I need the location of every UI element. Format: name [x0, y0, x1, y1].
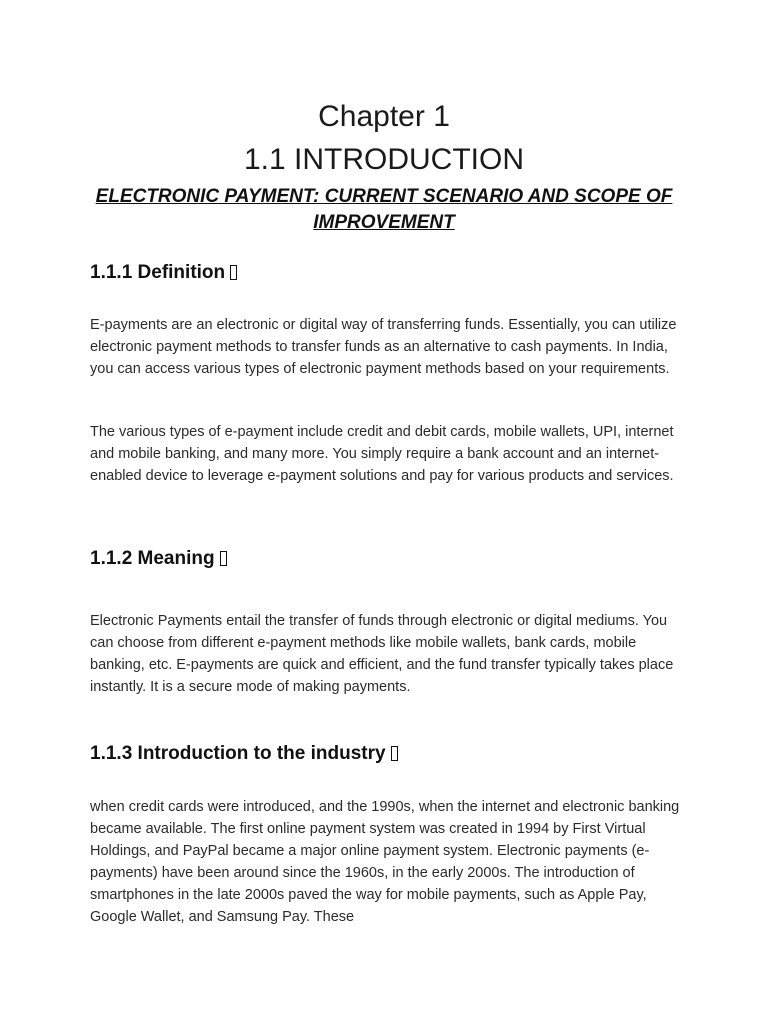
document-subtitle: ELECTRONIC PAYMENT: CURRENT SCENARIO AND SCOPE OF IMPROVEMENT	[95, 186, 673, 233]
heading-definition-text: 1.1.1 Definition	[90, 262, 226, 283]
heading-industry-text: 1.1.3 Introduction to the industry	[90, 743, 386, 764]
paragraph-definition-1: E-payments are an electronic or digital way of transferring funds. Essentially, you can utilize electronic payment methods to transfer funds as an alternative to cash payments. In India, you can access various types of electronic payment methods based on your requirements.	[90, 317, 677, 377]
heading-industry	[90, 741, 398, 767]
heading-meaning	[90, 546, 227, 572]
heading-meaning-text: 1.1.2 Meaning	[90, 548, 215, 569]
missing-glyph-icon	[391, 746, 398, 761]
paragraph-meaning-1: Electronic Payments entail the transfer of funds through electronic or digital mediums. You can choose from different e-payment methods like mobile wallets, bank cards, mobile banking, etc. E-payments are quick and efficient, and the fund transfer typically takes place instantly. It is a secure mode of making payments.	[90, 613, 674, 695]
missing-glyph-icon	[220, 551, 227, 566]
section-title: 1.1 INTRODUCTION	[243, 143, 525, 176]
missing-glyph-icon	[230, 265, 237, 280]
heading-definition	[90, 260, 237, 286]
chapter-title: Chapter 1	[318, 100, 450, 133]
paragraph-definition-2: The various types of e-payment include credit and debit cards, mobile wallets, UPI, internet and mobile banking, and many more. You simply require a bank account and an internet-enabled device to leverage e-payment solutions and pay for various products and services.	[90, 424, 674, 484]
paragraph-industry-1: when credit cards were introduced, and the 1990s, when the internet and electronic banking became available. The first online payment system was created in 1994 by First Virtual Holdings, and PayPal became a major online payment system. Electronic payments (e-payments) have been around since the 1960s, in the early 2000s. The introduction of smartphones in the late 2000s paved the way for mobile payments, such as Apple Pay, Google Wallet, and Samsung Pay. These	[90, 799, 680, 925]
